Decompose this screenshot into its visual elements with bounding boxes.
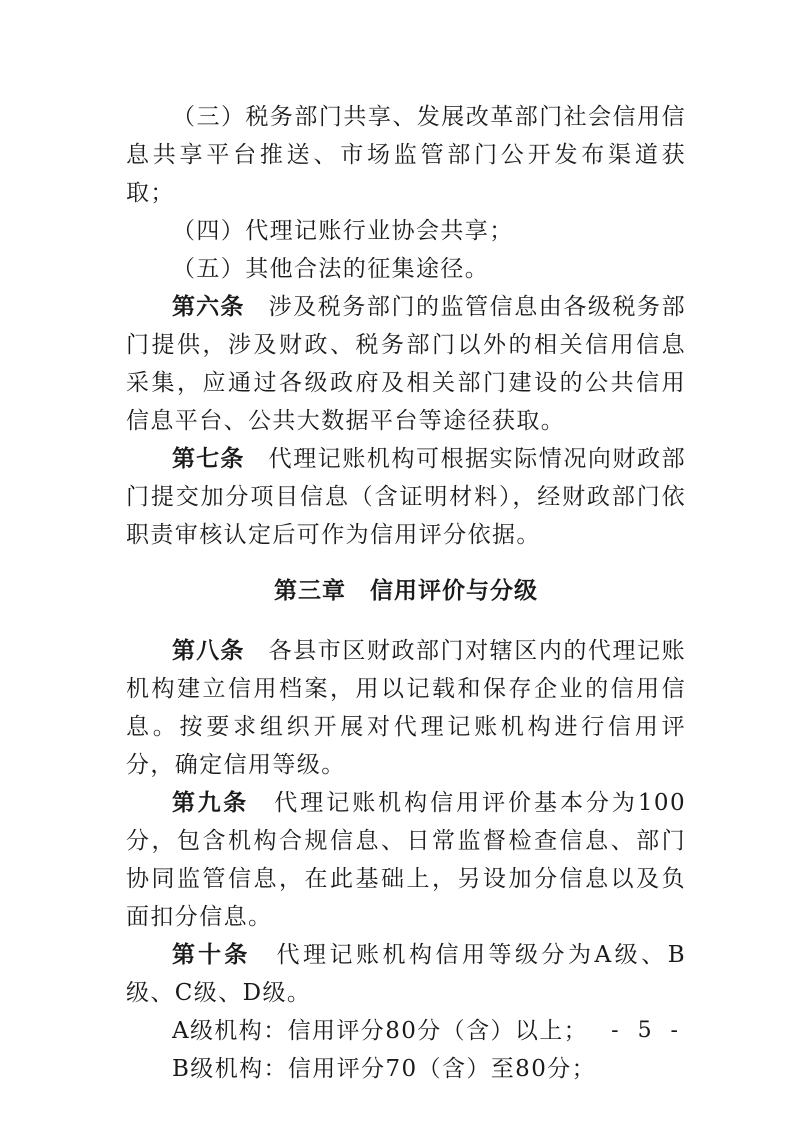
paragraph-source-5: （五）其他合法的征集途径。 [172, 256, 490, 282]
article-8-text: 各县市区财政部门对辖区内的代理记账机构建立信用档案，用以记载和保存企业的信用信息。按要求组织开展对代理记账机构进行信用评分，确定信用等级。 [126, 638, 686, 778]
article-7-text: 代理记账机构可根据实际情况向财政部门提交加分项目信息（含证明材料），经财政部门依职责审核认定后可作为信用评分依据。 [126, 446, 686, 548]
article-6-text: 涉及税务部门的监管信息由各级税务部门提供，涉及财政、税务部门以外的相关信用信息采集，应通过各级政府及相关部门建设的公共信用信息平台、公共大数据平台等途径获取。 [126, 294, 686, 434]
article-8 [126, 632, 686, 784]
article-6-title: 第六条 [172, 294, 245, 320]
article-9 [126, 784, 686, 936]
page-number: - 5 - [611, 1018, 684, 1043]
article-8-title: 第八条 [172, 638, 245, 664]
article-9-text: 代理记账机构信用评价基本分为100分，包含机构合规信息、日常监督检查信息、部门协同监管信息，在此基础上，另设加分信息以及负面扣分信息。 [126, 790, 686, 930]
article-7 [126, 440, 686, 554]
article-10-title: 第十条 [172, 942, 251, 968]
level-b: B级机构：信用评分70（含）至80分； [172, 1056, 597, 1082]
article-10 [126, 936, 686, 1012]
article-10-text: 代理记账机构信用等级分为A级、B级、C级、D级。 [126, 942, 686, 1006]
chapter-title: 信用评价与分级 [370, 578, 538, 604]
article-9-title: 第九条 [172, 790, 249, 816]
chapter-number: 第三章 [274, 578, 346, 604]
level-a: A级机构：信用评分80分（含）以上； [172, 1018, 589, 1044]
article-6 [126, 288, 686, 440]
document-body [126, 98, 686, 1088]
paragraph-source-4: （四）代理记账行业协会共享； [172, 218, 514, 244]
article-7-title: 第七条 [172, 446, 245, 472]
chapter-heading [126, 572, 686, 610]
paragraph-source-3: （三）税务部门共享、发展改革部门社会信用信息共享平台推送、市场监管部门公开发布渠道获取； [126, 104, 686, 206]
